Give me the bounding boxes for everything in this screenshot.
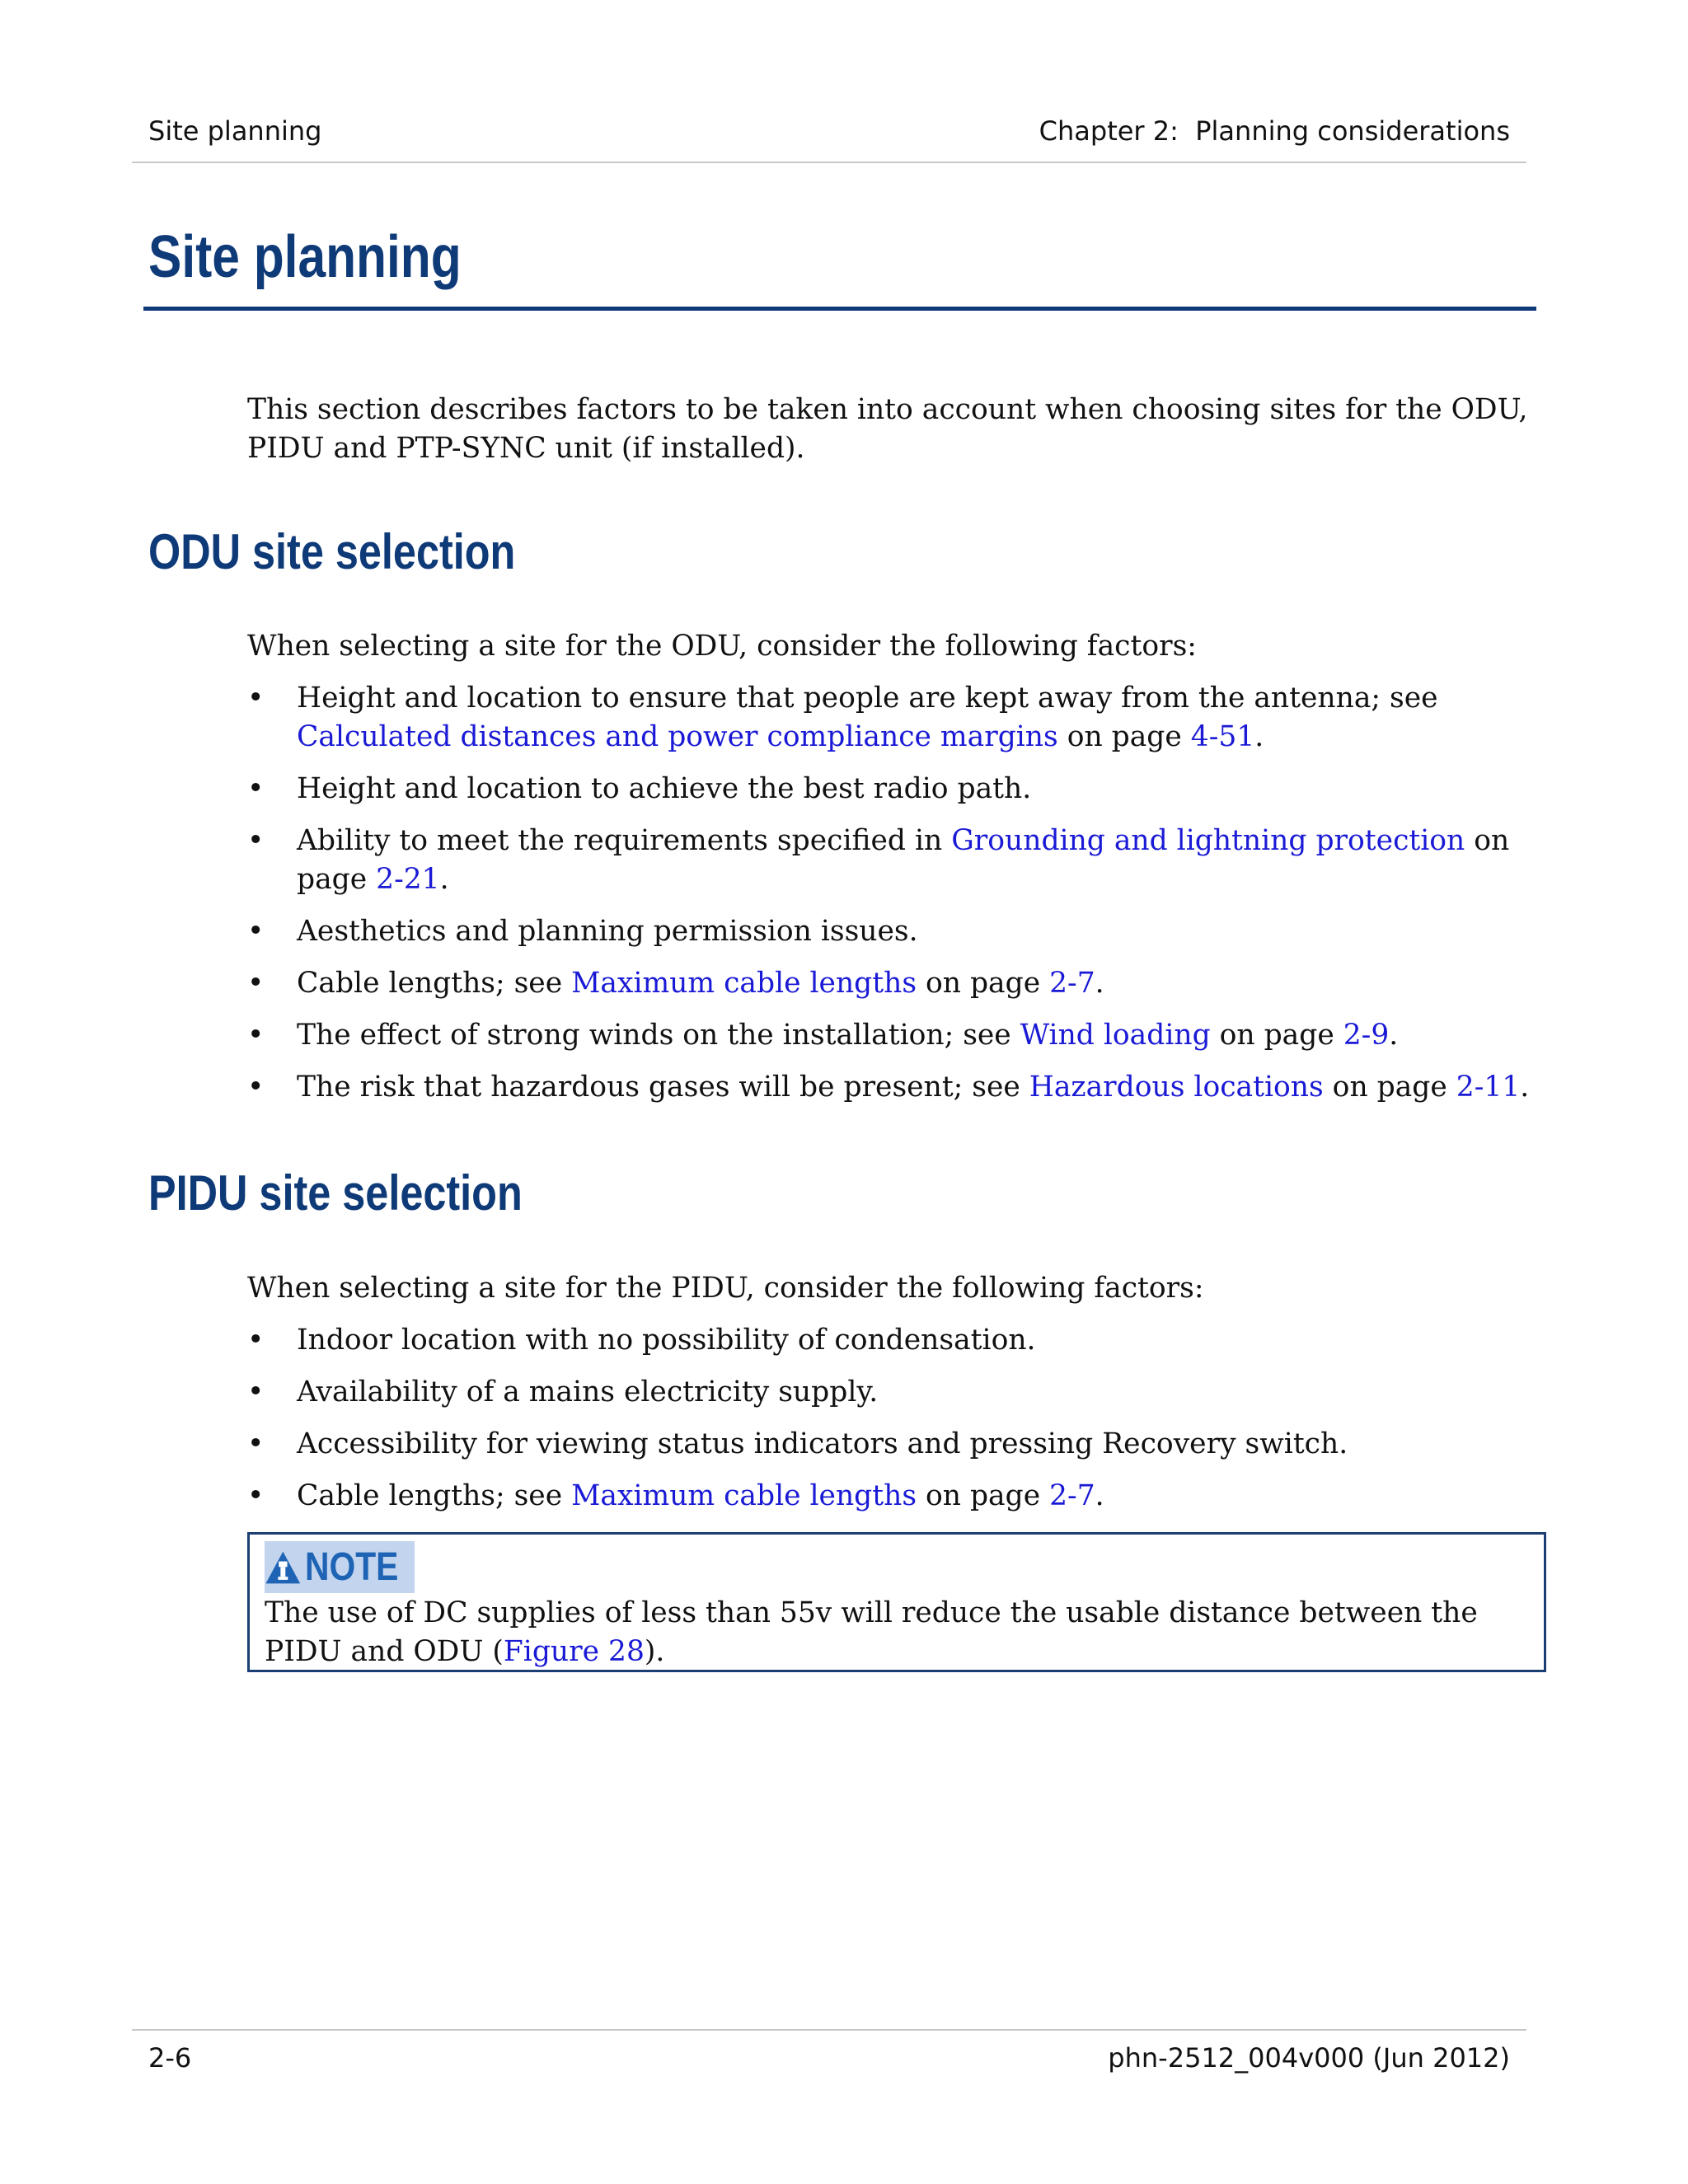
bullet-icon: • — [247, 1479, 265, 1512]
link-maximum-cable-lengths[interactable]: Maximum cable lengths — [571, 1479, 917, 1512]
bullet-icon: • — [247, 1019, 265, 1052]
bullet-icon: • — [247, 772, 265, 805]
odu-factor-list — [247, 679, 1550, 1120]
list-item: • Indoor location with no possibility of condensation. — [247, 1321, 1550, 1360]
pidu-lead: When selecting a site for the PIDU, consider the following factors: — [247, 1272, 1204, 1305]
link-page-4-51[interactable]: 4-51 — [1190, 720, 1255, 753]
header-divider — [132, 162, 1526, 163]
page-title: Site planning — [148, 224, 462, 290]
list-item: • Ability to meet the requirements specified in Grounding and lightning protection on page 2-21. — [247, 822, 1550, 899]
bullet-icon: • — [247, 824, 265, 857]
title-underline — [143, 307, 1536, 311]
bullet-icon: • — [247, 1427, 265, 1460]
bullet-icon: • — [247, 1071, 265, 1104]
running-header-right: Chapter 2: Planning considerations — [1039, 115, 1510, 147]
note-callout — [247, 1532, 1546, 1672]
list-item: • The effect of strong winds on the installation; see Wind loading on page 2-9. — [247, 1016, 1550, 1055]
link-figure-28[interactable]: Figure 28 — [503, 1635, 645, 1668]
page-number: 2-6 — [148, 2042, 192, 2074]
bullet-icon: • — [247, 1324, 265, 1357]
intro-paragraph: This section describes factors to be taken into account when choosing sites for the ODU, PIDU and PTP-SYNC unit (if installed). — [247, 393, 1528, 465]
link-maximum-cable-lengths[interactable]: Maximum cable lengths — [571, 967, 917, 1000]
link-hazardous-locations[interactable]: Hazardous locations — [1029, 1071, 1324, 1104]
bullet-icon: • — [247, 967, 265, 1000]
link-page-2-7[interactable]: 2-7 — [1049, 967, 1095, 1000]
link-grounding-lightning[interactable]: Grounding and lightning protection — [951, 824, 1465, 857]
list-item: • Availability of a mains electricity supply. — [247, 1373, 1550, 1412]
section-heading-odu: ODU site selection — [148, 524, 516, 579]
note-label: NOTE — [304, 1545, 398, 1589]
note-text: The use of DC supplies of less than 55v will reduce the usable distance between the PIDU and ODU (Figure 28). — [265, 1596, 1478, 1668]
link-calculated-distances[interactable]: Calculated distances and power compliance margins — [297, 720, 1058, 753]
odu-lead: When selecting a site for the ODU, consider the following factors: — [247, 630, 1197, 663]
document-id: phn-2512_004v000 (Jun 2012) — [1108, 2042, 1510, 2074]
bullet-icon: • — [247, 915, 265, 948]
list-item: • Cable lengths; see Maximum cable lengths on page 2-7. — [247, 1477, 1550, 1516]
pidu-factor-list — [247, 1321, 1550, 1529]
link-page-2-7[interactable]: 2-7 — [1049, 1479, 1095, 1512]
footer-divider — [132, 2029, 1526, 2031]
warning-triangle-icon — [265, 1544, 302, 1591]
list-item: • The risk that hazardous gases will be present; see Hazardous locations on page 2-11. — [247, 1068, 1550, 1107]
link-page-2-9[interactable]: 2-9 — [1343, 1019, 1390, 1052]
list-item: • Accessibility for viewing status indicators and pressing Recovery switch. — [247, 1425, 1550, 1464]
link-page-2-21[interactable]: 2-21 — [376, 863, 440, 896]
note-badge — [265, 1541, 415, 1593]
link-wind-loading[interactable]: Wind loading — [1020, 1019, 1211, 1052]
bullet-icon: • — [247, 682, 265, 715]
section-heading-pidu: PIDU site selection — [148, 1165, 523, 1221]
running-header-left: Site planning — [148, 115, 322, 147]
list-item: • Height and location to ensure that people are kept away from the antenna; see Calculated distances and power compliance margins on page 4-51. — [247, 679, 1550, 757]
link-page-2-11[interactable]: 2-11 — [1456, 1071, 1521, 1104]
list-item: • Height and location to achieve the best radio path. — [247, 770, 1550, 808]
list-item: • Cable lengths; see Maximum cable lengths on page 2-7. — [247, 964, 1550, 1003]
list-item: • Aesthetics and planning permission issues. — [247, 912, 1550, 951]
bullet-icon: • — [247, 1376, 265, 1408]
